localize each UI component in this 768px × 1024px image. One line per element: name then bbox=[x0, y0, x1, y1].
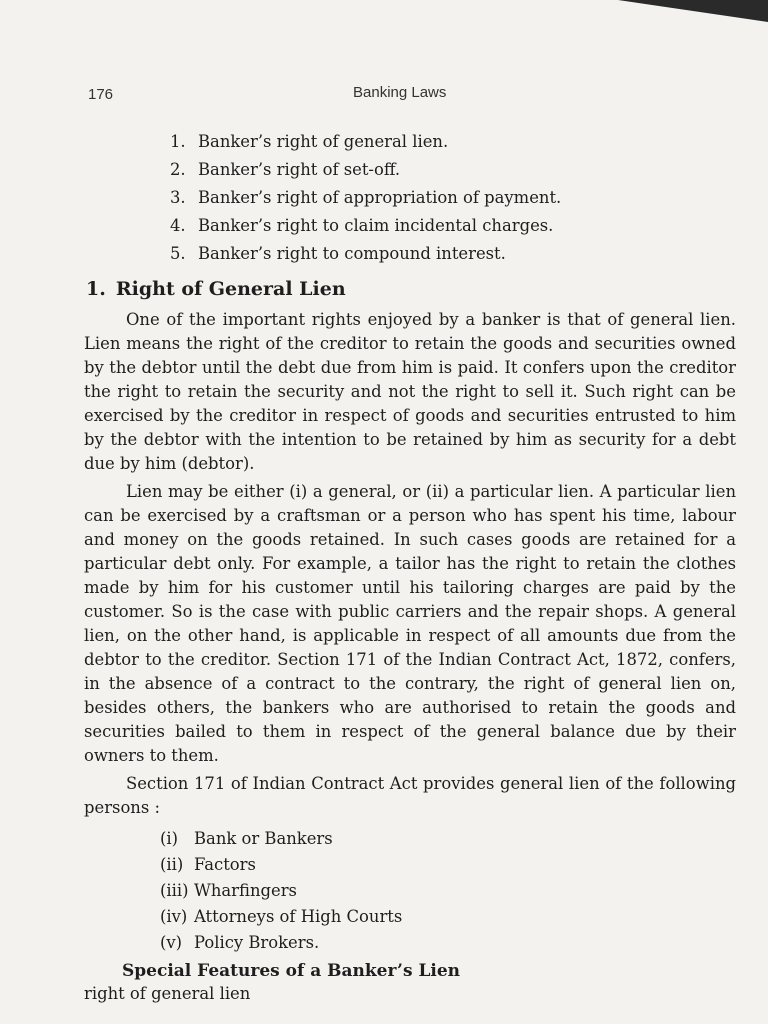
truncated-text: right of general lien bbox=[84, 984, 251, 1003]
running-title: Banking Laws bbox=[353, 84, 447, 101]
list-item-text: Banker’s right of set-off. bbox=[198, 160, 401, 179]
list-item-number: (v) bbox=[160, 933, 183, 952]
list-item-text: Factors bbox=[194, 855, 256, 874]
list-item-text: Banker’s right to compound interest. bbox=[198, 244, 506, 263]
list-item-number: (iii) bbox=[160, 881, 189, 900]
list-item-number: 3. bbox=[170, 188, 186, 207]
subheading: Special Features of a Banker’s Lien bbox=[122, 961, 461, 981]
list-item-text: Attorneys of High Courts bbox=[194, 907, 403, 926]
section-heading bbox=[86, 276, 736, 302]
list-item-text: Policy Brokers. bbox=[194, 933, 320, 952]
list-item bbox=[170, 184, 736, 212]
page-corner-shadow bbox=[618, 0, 768, 22]
page-number: 176 bbox=[88, 86, 114, 103]
list-item bbox=[160, 852, 736, 878]
list-item bbox=[160, 904, 736, 930]
list-item-number: (iv) bbox=[160, 907, 188, 926]
list-item-number: (i) bbox=[160, 829, 179, 848]
list-item bbox=[170, 240, 736, 268]
paragraph-section-171: Section 171 of Indian Contract Act provides general lien of the following persons : bbox=[84, 774, 736, 817]
list-item bbox=[170, 156, 736, 184]
list-item-text: Banker’s right of general lien. bbox=[198, 132, 449, 151]
list-item-number: 2. bbox=[170, 160, 186, 179]
paragraph-lien-types: Lien may be either (i) a general, or (ii) a particular lien. A particular lien can be exercised by a craftsman or a person who has spent his time, labour and money on the goods retained. In such cases goods are retained for a particular debt only. For example, a tailor has the right to retain the clothes made by him for his customer until his tailoring charges are paid by the customer. So is the case with public carriers and the repair shops. A general lien, on the other hand, is applicable in respect of all amounts due from the debtor to the creditor. Section 171 of the Indian Contract Act, 1872, confers, in the absence of a contract to the contrary, the right of general lien on, besides others, the bankers who are authorised to retain the goods and securities bailed to them in respect of the general balance due by their owners to them. bbox=[84, 482, 736, 765]
list-item-text: Banker’s right of appropriation of payment. bbox=[198, 188, 562, 207]
persons-list bbox=[160, 826, 736, 956]
rights-list bbox=[170, 128, 736, 268]
list-item-text: Wharfingers bbox=[194, 881, 297, 900]
list-item-number: (ii) bbox=[160, 855, 184, 874]
list-item-text: Banker’s right to claim incidental charges. bbox=[198, 216, 554, 235]
list-item bbox=[160, 878, 736, 904]
list-item bbox=[160, 826, 736, 852]
page-content bbox=[84, 128, 736, 1006]
section-number: 1. bbox=[86, 278, 106, 300]
section-title: Right of General Lien bbox=[115, 278, 346, 300]
paragraph-lien-definition: One of the important rights enjoyed by a banker is that of general lien. Lien means the right of the creditor to retain the goods and securities owned by the debtor until the debt due from him is paid. It confers upon the creditor the right to retain the security and not the right to sell it. Such right can be exercised by the creditor in respect of goods and securities entrusted to him by the debtor with the intention to be retained by him as security for a debt due by him (debtor). bbox=[84, 310, 736, 473]
list-item-text: Bank or Bankers bbox=[194, 829, 333, 848]
list-item-number: 4. bbox=[170, 216, 186, 235]
list-item-number: 5. bbox=[170, 244, 186, 263]
list-item-number: 1. bbox=[170, 132, 186, 151]
list-item bbox=[160, 930, 736, 956]
list-item bbox=[170, 212, 736, 240]
list-item bbox=[170, 128, 736, 156]
